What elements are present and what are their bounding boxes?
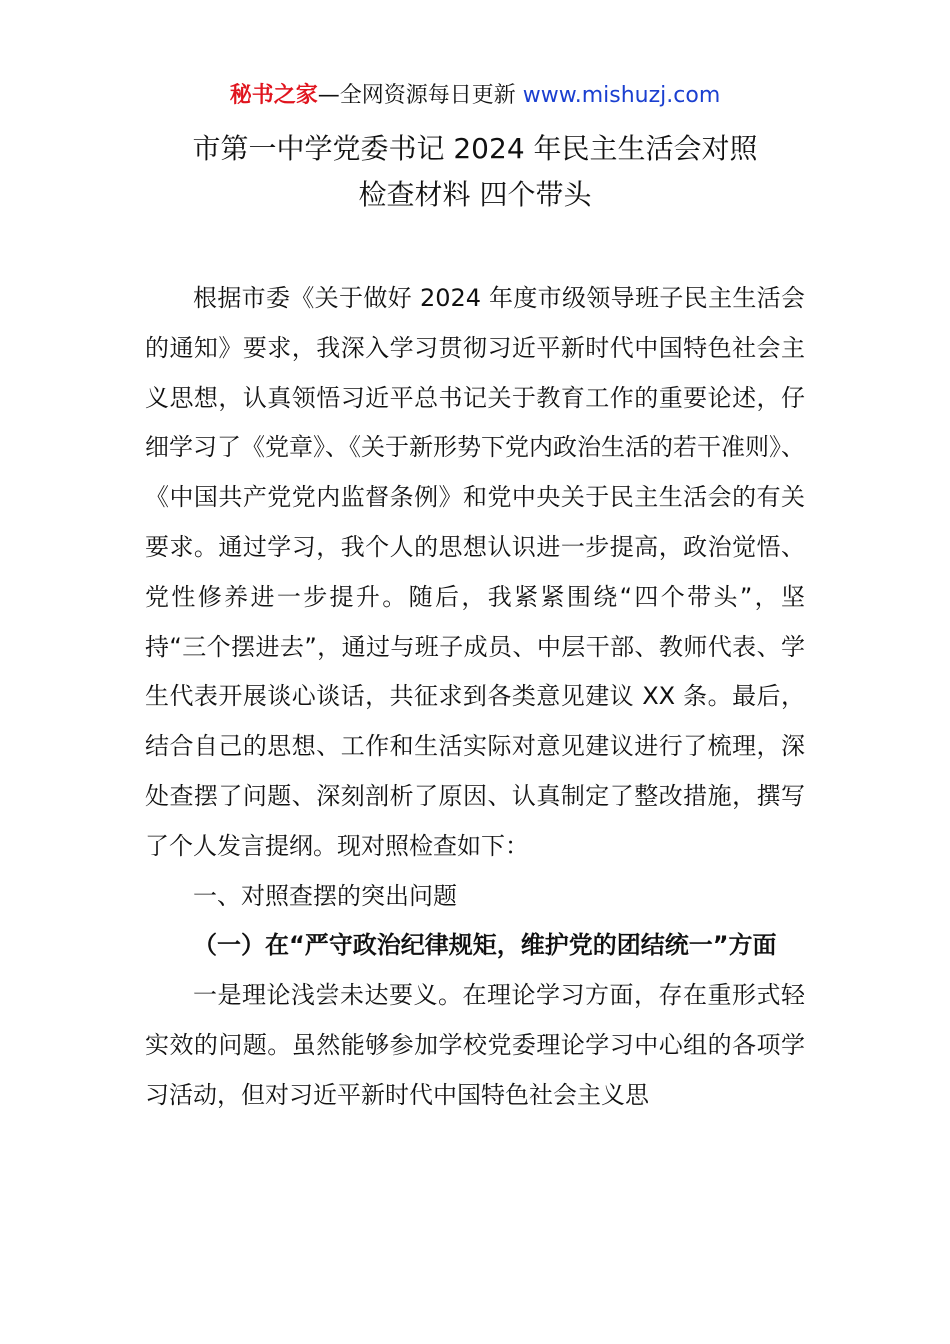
document-body xyxy=(145,274,805,1121)
body-paragraph: 一是理论浅尝未达要义。在理论学习方面，存在重形式轻实效的问题。虽然能够参加学校党委理论学习中心组的各项学习活动，但对习近平新时代中国特色社会主义思 xyxy=(145,981,805,1109)
document-title xyxy=(0,126,950,218)
intro-paragraph: 根据市委《关于做好 2024 年度市级领导班子民主生活会的通知》要求，我深入学习贯彻习近平新时代中国特色社会主义思想，认真领悟习近平总书记关于教育工作的重要论述，仔细学习了《党章》、《关于新形势下党内政治生活的若干准则》、《中国共产党党内监督条例》和党中央关于民主生活会的有关要求。通过学习，我个人的思想认识进一步提高，政治觉悟、党性修养进一步提升。随后，我紧紧围绕“四个带头”，坚持“三个摆进去”，通过与班子成员、中层干部、教师代表、学生代表开展谈心谈话，共征求到各类意见建议 XX 条。最后，结合自己的思想、工作和生活实际对意见建议进行了梳理，深处查摆了问题、深刻剖析了原因、认真制定了整改措施，撰写了个人发言提纲。现对照检查如下： xyxy=(145,284,805,860)
brand-name: 秘书之家 xyxy=(229,83,318,108)
site-banner xyxy=(0,80,950,112)
banner-tagline: —全网资源每日更新 xyxy=(317,83,523,108)
subsection-heading: （一）在“严守政治纪律规矩，维护党的团结统一”方面 xyxy=(193,931,777,960)
banner-url[interactable]: www.mishuzj.com xyxy=(522,83,721,108)
title-line-2: 检查材料 四个带头 xyxy=(358,178,592,211)
title-line-1: 市第一中学党委书记 2024 年民主生活会对照 xyxy=(192,132,758,165)
section-heading: 一、对照查摆的突出问题 xyxy=(193,881,457,910)
